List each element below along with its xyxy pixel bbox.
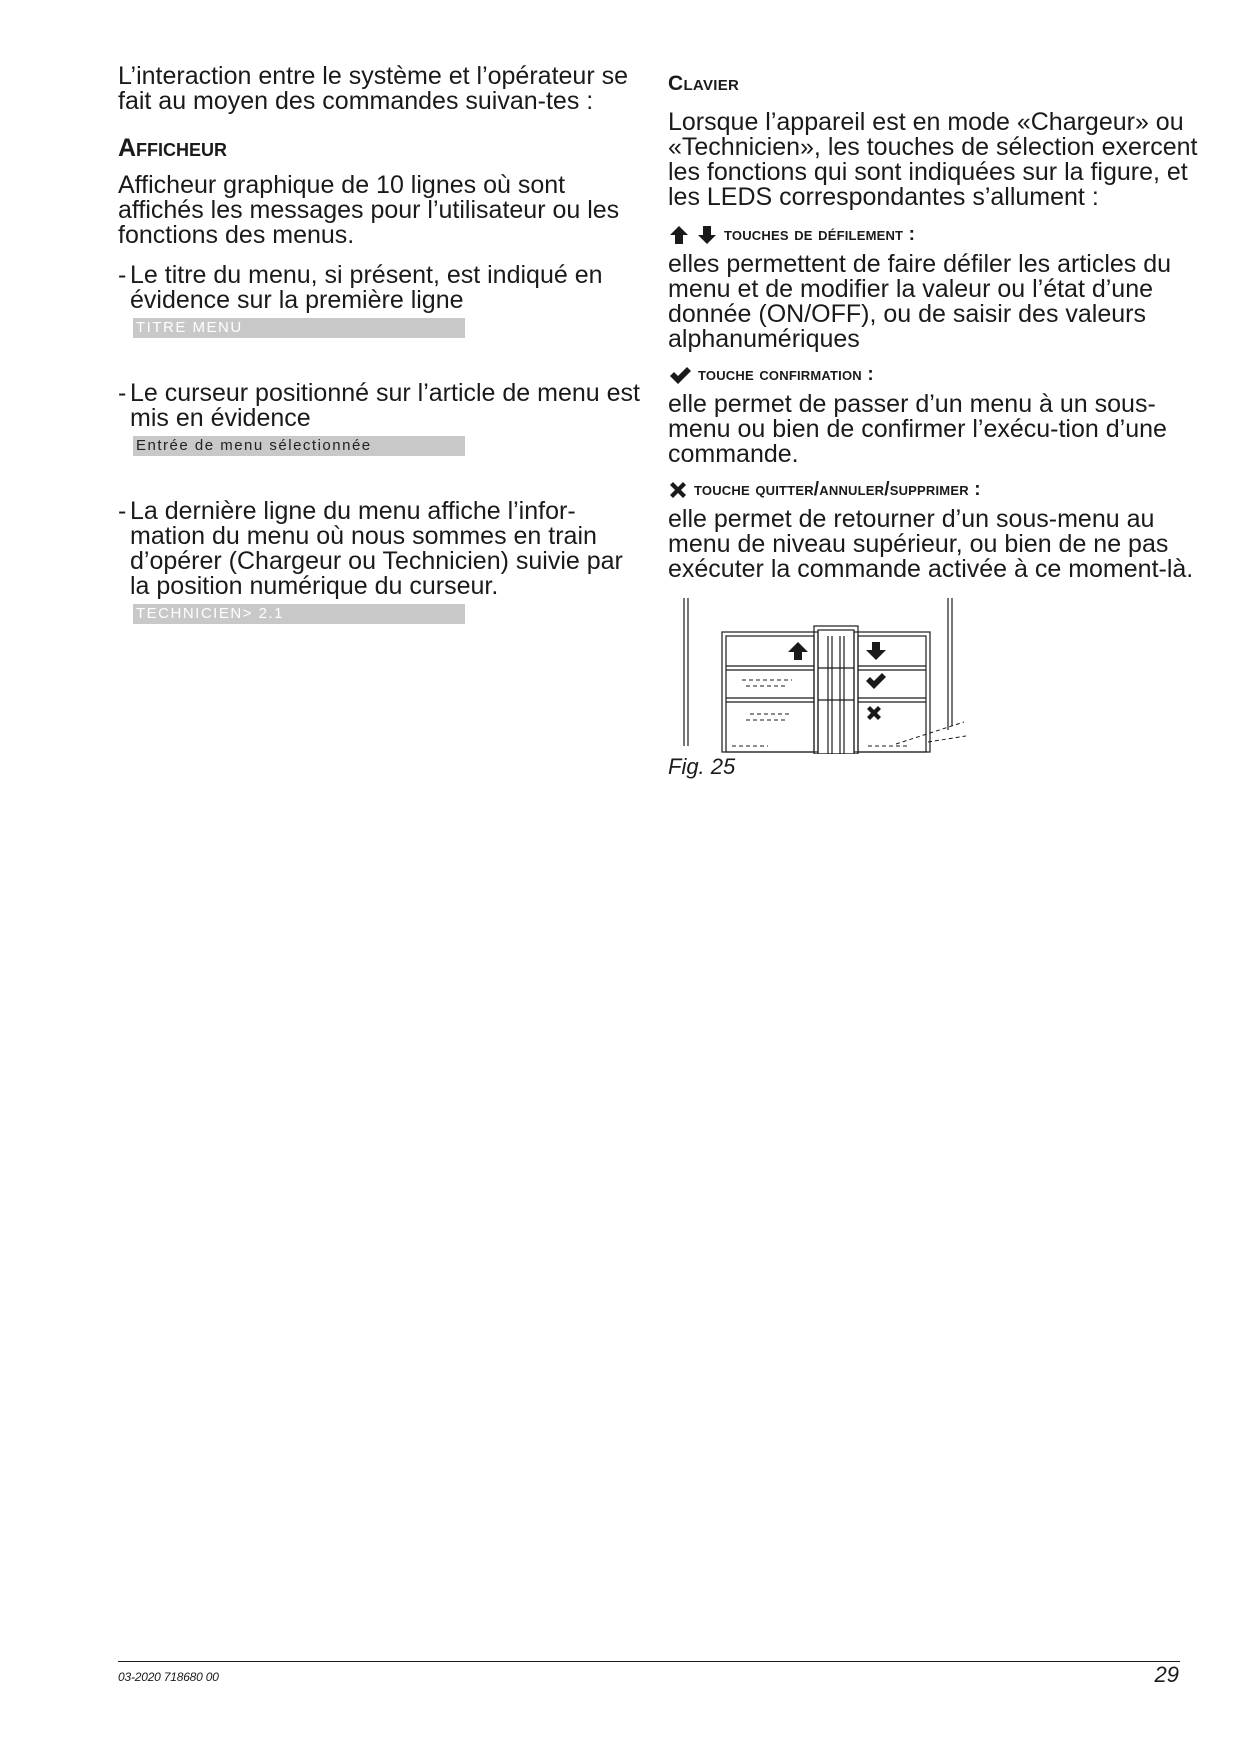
quit-key-title: touche quitter/annuler/supprimer :: [694, 479, 981, 500]
cross-icon: [867, 706, 881, 720]
confirm-key-text: elle permet de passer d’un menu à un sous-menu ou bien de confirmer l’exécu-tion d’une commande.: [668, 390, 1167, 468]
list-item: [118, 263, 646, 313]
list-item-text: La dernière ligne du menu affiche l’infor-mation du menu où nous sommes en train d’opérer (Chargeur ou Technicien) suivie par la position numérique du curseur.: [130, 497, 623, 600]
left-column: [118, 64, 646, 624]
check-icon: [668, 365, 692, 385]
confirm-key-heading: [668, 364, 1200, 386]
keypad-illustration: [668, 596, 968, 754]
quit-key-heading: [668, 479, 1200, 501]
clavier-heading: Clavier: [668, 72, 740, 95]
lcd-line-selected: Entrée de menu sélectionnée: [133, 436, 465, 456]
list-item: [118, 499, 646, 599]
intro-paragraph: L’interaction entre le système et l’opérateur se fait au moyen des commandes suivan-tes :: [118, 62, 628, 115]
keypad-figure: [668, 596, 968, 754]
figure-caption: Fig. 25: [668, 754, 736, 779]
cross-icon: [668, 480, 688, 500]
check-icon: [866, 673, 886, 689]
scroll-keys-text: elles permettent de faire défiler les articles du menu et de modifier la valeur ou l’état d’une donnée (ON/OFF), ou de saisir des valeurs alphanumériques: [668, 250, 1172, 353]
arrow-up-icon: [788, 642, 808, 660]
confirm-key-title: touche confirmation :: [698, 364, 874, 385]
scroll-keys-title: touches de défilement :: [724, 224, 916, 245]
afficheur-heading: Afficheur: [118, 134, 228, 162]
scroll-keys-heading: [668, 224, 1200, 246]
page-number: 29: [1154, 1662, 1179, 1687]
quit-key-text: elle permet de retourner d’un sous-menu au menu de niveau supérieur, ou bien de ne pas exécuter la commande activée à ce moment-là.: [668, 505, 1194, 583]
list-item-text: Le titre du menu, si présent, est indiqué en évidence sur la première ligne: [130, 261, 603, 314]
list-dash: -: [118, 379, 127, 407]
arrow-down-icon: [866, 642, 886, 660]
lcd-line-status: TECHNICIEN> 2.1: [133, 604, 465, 624]
arrow-up-icon: [668, 224, 690, 246]
clavier-intro: Lorsque l’appareil est en mode «Chargeur» ou «Technicien», les touches de sélection exercent les fonctions qui sont indiquées sur la figure, et les LEDS correspondantes s’allument :: [668, 108, 1198, 211]
list-item-text: Le curseur positionné sur l’article de menu est mis en évidence: [130, 379, 640, 432]
list-dash: -: [118, 497, 127, 525]
document-code: 03-2020 718680 00: [118, 1670, 219, 1684]
list-item: [118, 381, 646, 431]
right-column: [668, 64, 1200, 780]
arrow-down-icon: [696, 224, 718, 246]
lcd-line-title: TITRE MENU: [133, 318, 465, 338]
afficheur-description: Afficheur graphique de 10 lignes où sont affichés les messages pour l’utilisateur ou les fonctions des menus.: [118, 171, 620, 249]
list-dash: -: [118, 261, 127, 289]
footer-rule: [118, 1661, 1180, 1662]
